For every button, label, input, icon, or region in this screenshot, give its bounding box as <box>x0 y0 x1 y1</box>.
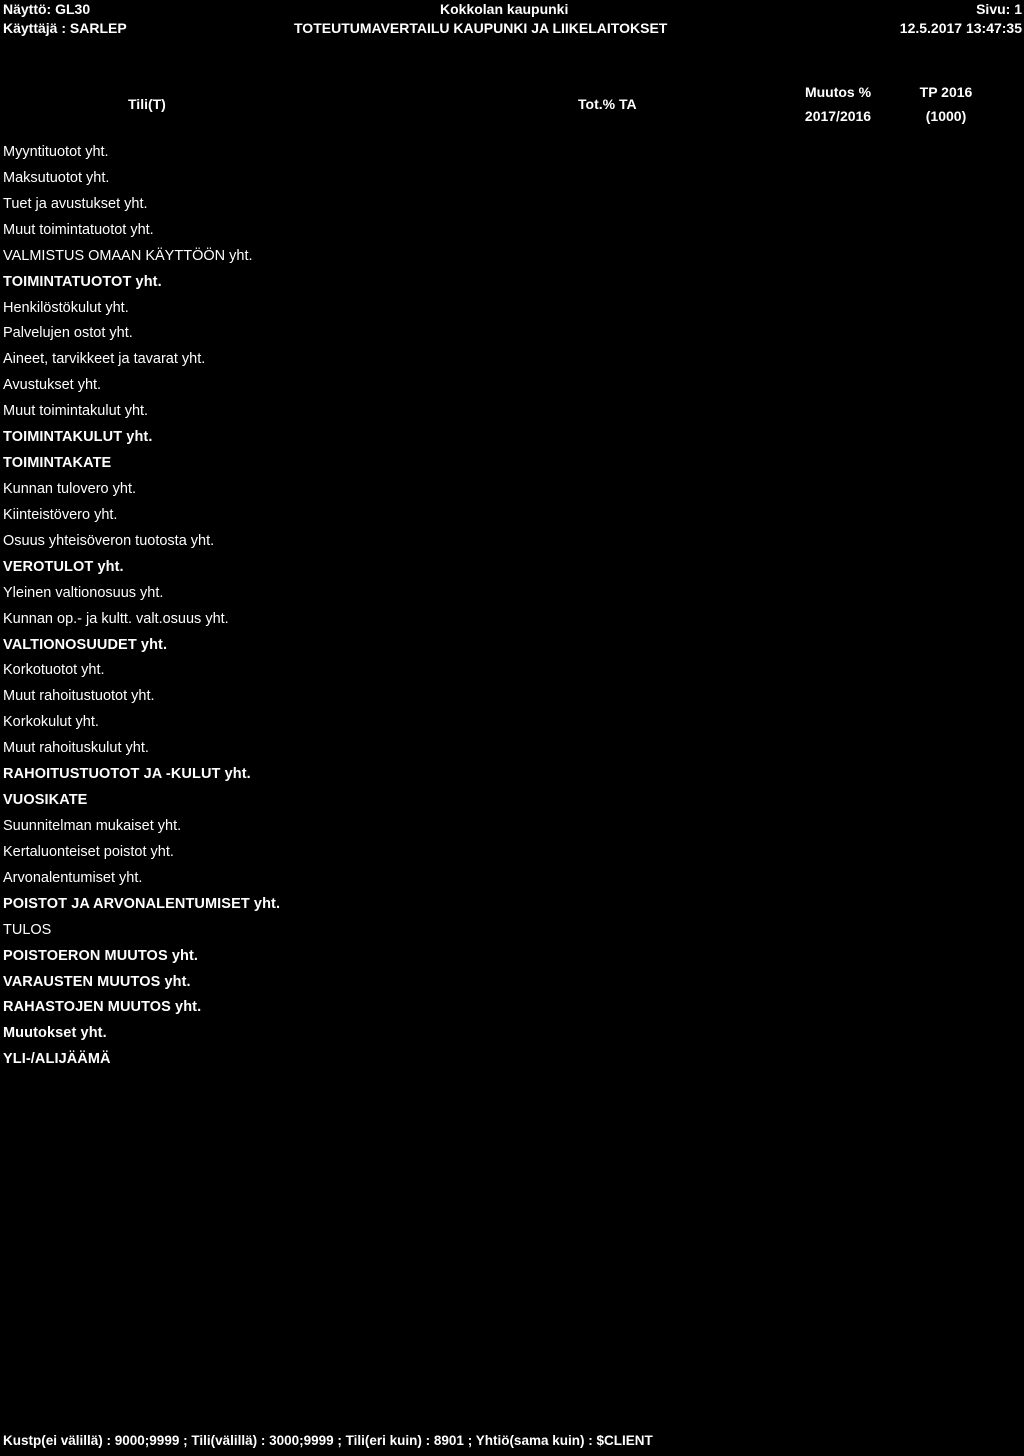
account-row: Palvelujen ostot yht. <box>3 325 133 342</box>
user-label: Käyttäjä : SARLEP <box>3 20 127 36</box>
account-row: Kunnan tulovero yht. <box>3 480 137 497</box>
account-row: TOIMINTAKATE <box>3 455 112 472</box>
account-row: RAHASTOJEN MUUTOS yht. <box>3 999 202 1016</box>
account-row: Osuus yhteisöveron tuotosta yht. <box>3 532 215 549</box>
account-row: Muut toimintakulut yht. <box>3 403 149 420</box>
account-row: Muut toimintatuotot yht. <box>3 221 154 238</box>
account-row: YLI-/ALIJÄÄMÄ <box>3 1051 111 1068</box>
account-row: Avustukset yht. <box>3 377 102 394</box>
account-row: Yleinen valtionosuus yht. <box>3 584 164 601</box>
account-row: Arvonalentumiset yht. <box>3 869 143 886</box>
account-row: TOIMINTAKULUT yht. <box>3 429 153 446</box>
account-list <box>3 140 603 1073</box>
account-row: Suunnitelman mukaiset yht. <box>3 817 182 834</box>
account-row: Henkilöstökulut yht. <box>3 299 129 316</box>
account-row: Kunnan op.- ja kultt. valt.osuus yht. <box>3 610 229 627</box>
account-row: TOIMINTATUOTOT yht. <box>3 273 162 290</box>
filter-criteria: Kustp(ei välillä) : 9000;9999 ; Tili(välillä) : 3000;9999 ; Tili(eri kuin) : 8901 ; Yhtiö(sama kuin) : $CLIENT <box>3 1433 653 1448</box>
account-row: POISTOERON MUUTOS yht. <box>3 947 199 964</box>
account-row: Myyntituotot yht. <box>3 144 109 160</box>
account-row: VARAUSTEN MUUTOS yht. <box>3 973 191 990</box>
account-row: VUOSIKATE <box>3 792 88 809</box>
account-row: VALMISTUS OMAAN KÄYTTÖÖN yht. <box>3 247 253 264</box>
account-row: Muut rahoituskulut yht. <box>3 740 149 757</box>
page-number: Sivu: 1 <box>976 1 1022 17</box>
column-tp <box>906 80 986 128</box>
account-row: POISTOT JA ARVONALENTUMISET yht. <box>3 895 281 912</box>
column-tp-line2: (1000) <box>925 108 967 124</box>
account-row: VEROTULOT yht. <box>3 558 124 575</box>
account-row: Kiinteistövero yht. <box>3 506 118 523</box>
account-row: Korkokulut yht. <box>3 714 99 731</box>
column-tot-pct: Tot.% TA <box>578 96 637 112</box>
account-row: Muutokset yht. <box>3 1025 107 1042</box>
account-row: Muut rahoitustuotot yht. <box>3 688 155 705</box>
screen-code: Näyttö: GL30 <box>3 1 91 17</box>
report-datetime: 12.5.2017 13:47:35 <box>899 20 1022 36</box>
column-change <box>788 80 888 128</box>
column-account: Tili(T) <box>128 96 166 112</box>
column-change-line1: Muutos % <box>804 84 872 100</box>
account-row: TULOS <box>3 921 52 938</box>
column-tp-line1: TP 2016 <box>919 84 973 100</box>
column-change-line2: 2017/2016 <box>804 108 872 124</box>
account-row: Tuet ja avustukset yht. <box>3 195 148 212</box>
account-row: RAHOITUSTUOTOT JA -KULUT yht. <box>3 766 251 783</box>
organization-name: Kokkolan kaupunki <box>440 1 569 17</box>
account-row: VALTIONOSUUDET yht. <box>3 636 168 653</box>
account-row: Kertaluonteiset poistot yht. <box>3 843 174 860</box>
account-row: Maksutuotot yht. <box>3 169 110 186</box>
account-row: Aineet, tarvikkeet ja tavarat yht. <box>3 351 206 368</box>
report-title: TOTEUTUMAVERTAILU KAUPUNKI JA LIIKELAITOKSET <box>294 20 668 36</box>
account-row: Korkotuotot yht. <box>3 662 105 679</box>
